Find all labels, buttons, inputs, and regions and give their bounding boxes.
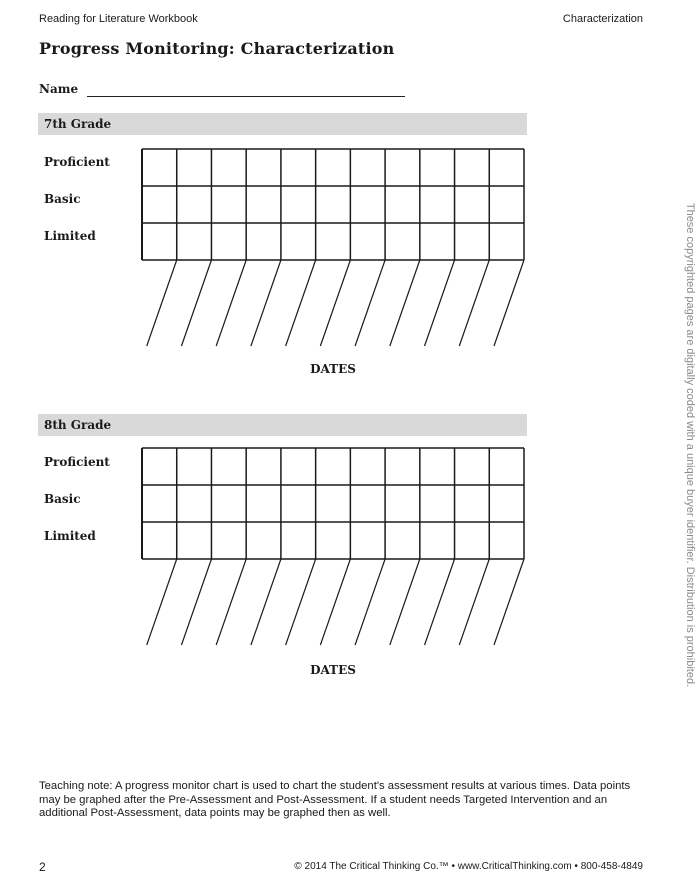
page-title: Progress Monitoring: Characterization bbox=[39, 39, 395, 58]
name-label: Name bbox=[39, 82, 79, 96]
dates-label: DATES bbox=[310, 663, 356, 677]
date-entry-line bbox=[147, 559, 177, 645]
dates-label: DATES bbox=[310, 362, 356, 376]
level-label-basic: Basic bbox=[44, 492, 81, 506]
grade-bar-8th: 8th Grade bbox=[38, 414, 527, 436]
date-entry-line bbox=[425, 559, 455, 645]
page-number: 2 bbox=[39, 860, 46, 874]
copyright-side-notice: These copyrighted pages are digitally coded with a unique buyer identifier. Distribution is prohibited. bbox=[684, 202, 696, 688]
date-entry-line bbox=[320, 559, 350, 645]
level-label-proficient: Proficient bbox=[44, 455, 110, 469]
grade-bar-7th: 7th Grade bbox=[38, 113, 527, 135]
footer-copyright: © 2014 The Critical Thinking Co.™ • www.CriticalThinking.com • 800-458-4849 bbox=[294, 861, 643, 872]
level-label-proficient: Proficient bbox=[44, 155, 110, 169]
date-entry-line bbox=[494, 559, 524, 645]
teaching-note: Teaching note: A progress monitor chart is used to chart the student's assessment results at various times. Data points may be graphed after the Pre-Assessment and Post-Assessment. If a student needs Targeted Intervention and an additional Post-Assessment, data points may be graphed then as well. bbox=[39, 780, 631, 819]
header-workbook-title: Reading for Literature Workbook bbox=[39, 13, 198, 25]
level-label-limited: Limited bbox=[44, 229, 96, 243]
date-entry-line bbox=[216, 559, 246, 645]
date-entry-line bbox=[459, 559, 489, 645]
level-label-basic: Basic bbox=[44, 192, 81, 206]
date-entry-line bbox=[286, 559, 316, 645]
date-entry-line bbox=[181, 559, 211, 645]
header-section-title: Characterization bbox=[562, 13, 643, 25]
date-entry-line bbox=[390, 559, 420, 645]
date-entry-line bbox=[355, 559, 385, 645]
level-label-limited: Limited bbox=[44, 529, 96, 543]
date-entry-line bbox=[251, 559, 281, 645]
